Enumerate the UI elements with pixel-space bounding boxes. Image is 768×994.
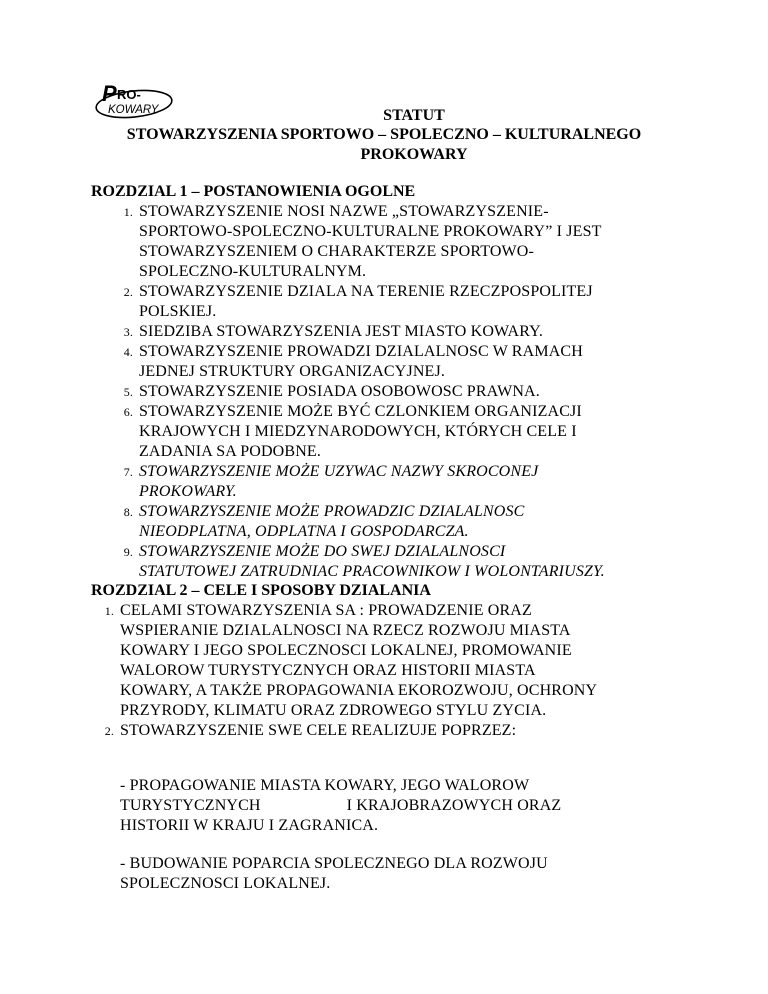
- list-item: 4. STOWARZYSZENIE PROWADZI DZIALALNOSC W RAMACH JEDNEJ STRUKTURY ORGANIZACYJNEJ.: [123, 343, 583, 380]
- document-subtitle: STOWARZYSZENIA SPORTOWO – SPOLECZNO – KULTURALNEGO: [126, 126, 642, 143]
- list-item: 1. STOWARZYSZENIE NOSI NAZWE „STOWARZYSZENIE- SPORTOWO-SPOLECZNO-KULTURALNE PROKOWARY” I JEST STOWARZYSZENIEM O CHARAKTERZE SPORTOWO- SPOLECZNO-KULTURALNYM.: [123, 203, 602, 280]
- list-item: 1. CELAMI STOWARZYSZENIA SA : PROWADZENIE ORAZ WSPIERANIE DZIALALNOSCI NA RZECZ ROZWOJU MIASTA KOWARY I JEGO SPOLECZNOSCI LOKALNEJ, PROMOWANIE WALOROW TURYSTYCZNYCH ORAZ HISTORII MIASTA KOWARY, A TAKŻE PROPAGOWANIA EKOROZWOJU, OCHRONY PRZYRODY, KLIMATU ORAZ ZDROWEGO STYLU ZYCIA.: [104, 602, 598, 719]
- paragraph-promotion: - PROPAGOWANIE MIASTA KOWARY, JEGO WALOROW TURYSTYCZNYCH I KRAJOBRAZOWYCH ORAZ HISTORII W KRAJU I ZAGRANICA.: [120, 777, 562, 834]
- svg-text:P: P: [102, 82, 117, 106]
- list-item: 2. STOWARZYSZENIE DZIALA NA TERENIE RZECZPOSPOLITEJ POLSKIEJ.: [123, 283, 593, 320]
- section-1-heading: ROZDZIAL 1 – POSTANOWIENIA OGOLNE: [91, 183, 416, 200]
- list-item: 6. STOWARZYSZENIE MOŻE BYĆ CZLONKIEM ORGANIZACJI KRAJOWYCH I MIEDZYNARODOWYCH, KTÓRYCH CELE I ZADANIA SA PODOBNE.: [123, 403, 582, 460]
- svg-text:RO-: RO-: [117, 87, 141, 102]
- section-2-list: [104, 601, 690, 741]
- list-item: 8. STOWARZYSZENIE MOŻE PROWADZIC DZIALALNOSC NIEODPLATNA, ODPLATNA I GOSPODARCZA.: [123, 503, 525, 540]
- list-item: 7. STOWARZYSZENIE MOŻE UZYWAC NAZWY SKROCONEJ PROKOWARY.: [123, 463, 539, 500]
- list-item: 9. STOWARZYSZENIE MOŻE DO SWEJ DZIALALNOSCI STATUTOWEJ ZATRUDNIAC PRACOWNIKOW I WOLONTARIUSZY.: [123, 543, 605, 580]
- paragraph-support: - BUDOWANIE POPARCIA SPOLECZNEGO DLA ROZWOJU SPOLECZNOSCI LOKALNEJ.: [120, 855, 548, 892]
- svg-text:KOWARY: KOWARY: [108, 104, 159, 116]
- section-2-heading: ROZDZIAL 2 – CELE I SPOSOBY DZIALANIA: [91, 582, 431, 599]
- list-item: 3. SIEDZIBA STOWARZYSZENIA JEST MIASTO KOWARY.: [123, 323, 543, 340]
- list-item: 2. STOWARZYSZENIE SWE CELE REALIZUJE POPRZEZ:: [104, 722, 517, 739]
- document-title: STATUT: [383, 107, 445, 124]
- organization-name: PROKOWARY: [360, 146, 468, 163]
- section-1-list: [123, 202, 699, 582]
- list-item: 5. STOWARZYSZENIE POSIADA OSOBOWOSC PRAWNA.: [123, 383, 540, 400]
